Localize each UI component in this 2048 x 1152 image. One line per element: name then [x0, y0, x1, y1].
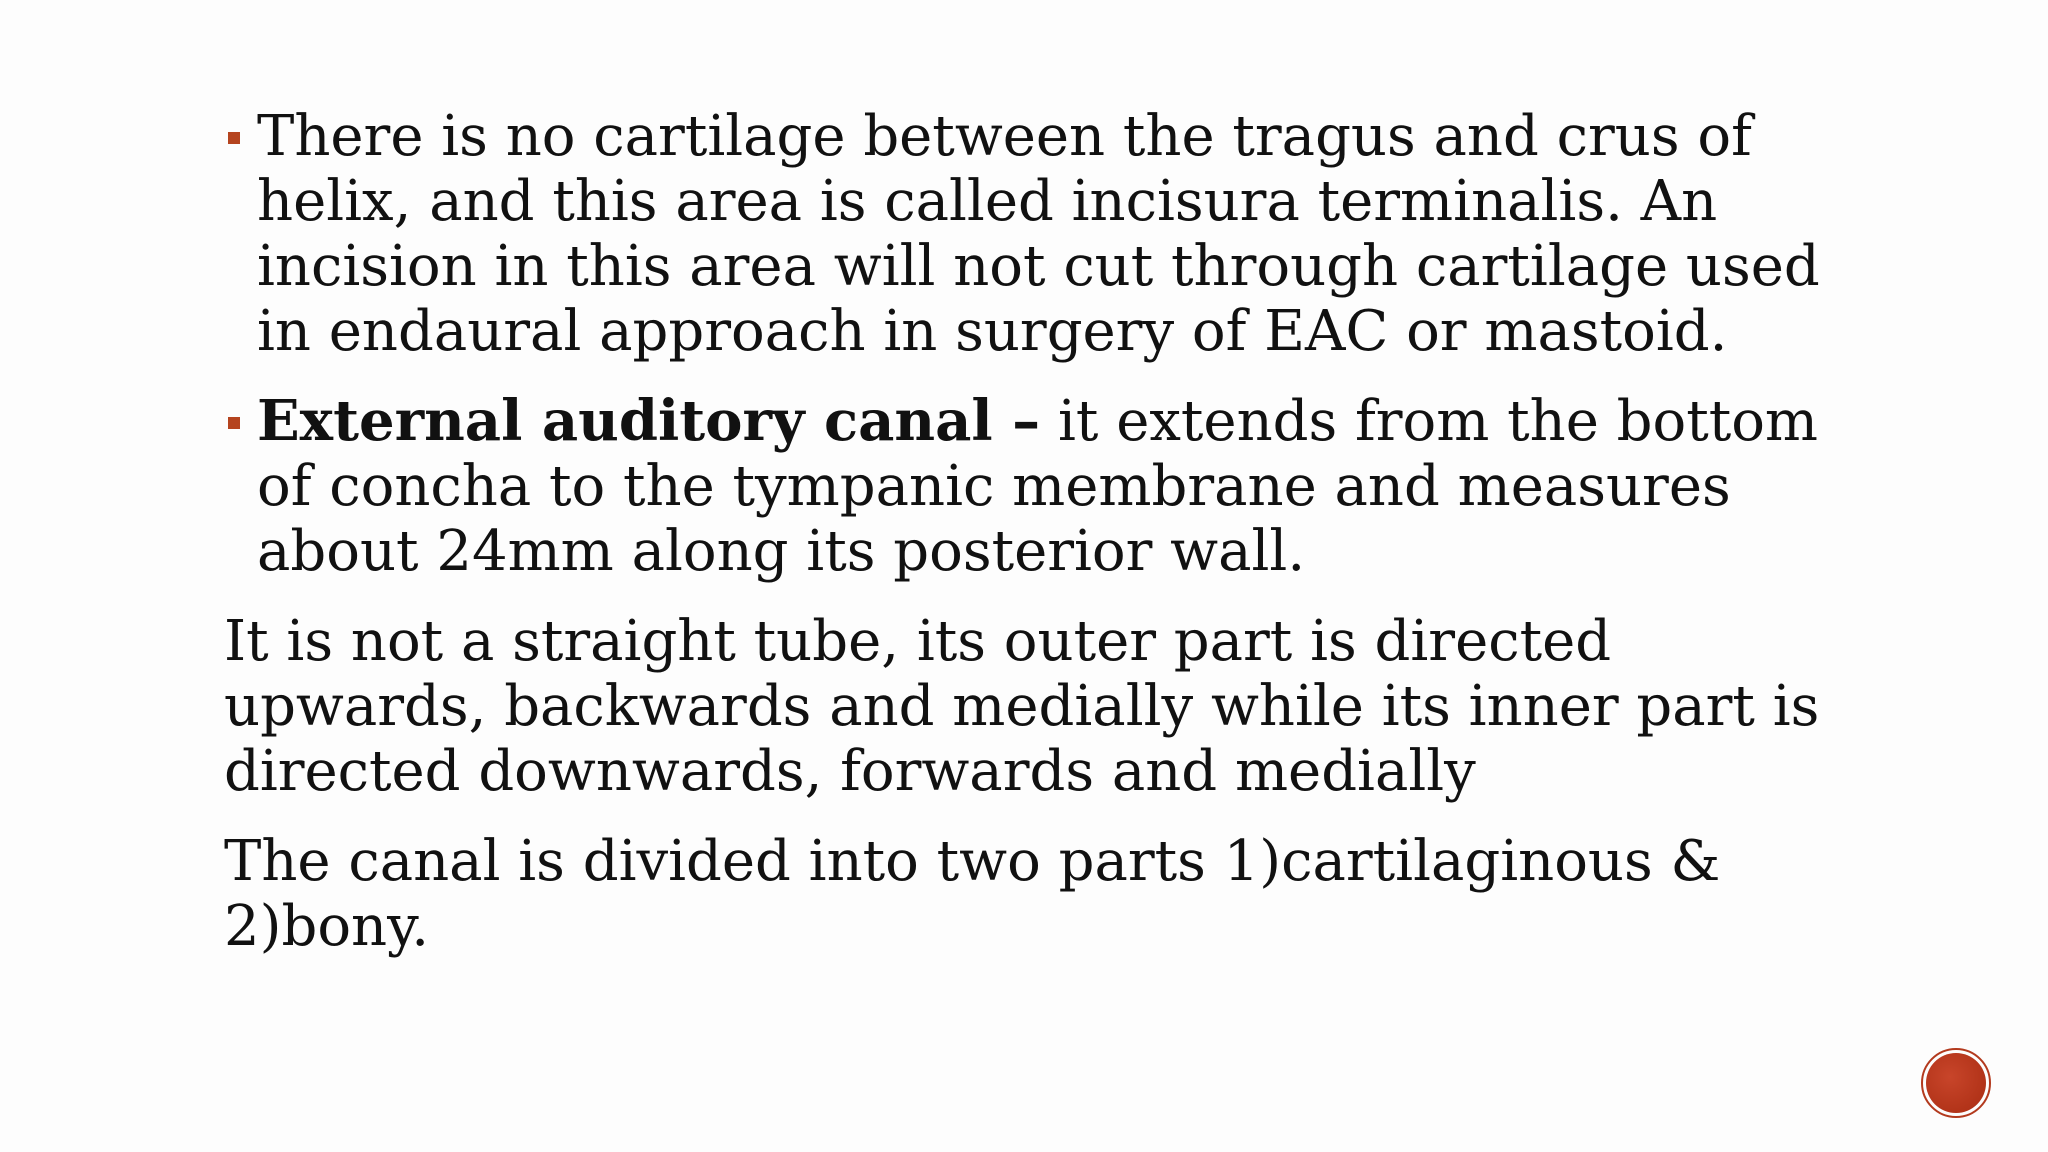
square-bullet-icon — [228, 417, 240, 429]
bullet-bold-term: External auditory canal – — [257, 388, 1041, 454]
square-bullet-icon — [228, 132, 240, 144]
bullet-text: it extends from the bottom of concha to the tympanic membrane and measures about 24mm along its posterior wall. — [257, 389, 1819, 584]
next-slide-button[interactable] — [1921, 1048, 1991, 1118]
bullet-item-eac — [224, 389, 1864, 584]
paragraph-parts: The canal is divided into two parts 1)cartilaginous & 2)bony. — [224, 829, 1721, 959]
paragraph-direction: It is not a straight tube, its outer part is directed upwards, backwards and medially while its inner part is directed downwards, forwards and medially — [224, 609, 1820, 804]
slide-content — [224, 104, 1864, 984]
bullet-text: There is no cartilage between the tragus and crus of helix, and this area is called incisura terminalis. An incision in this area will not cut through cartilage used in endaural approach in surgery of EAC or mastoid. — [257, 104, 1820, 364]
circle-button-icon — [1926, 1053, 1986, 1113]
bullet-item-incisura — [224, 104, 1864, 364]
